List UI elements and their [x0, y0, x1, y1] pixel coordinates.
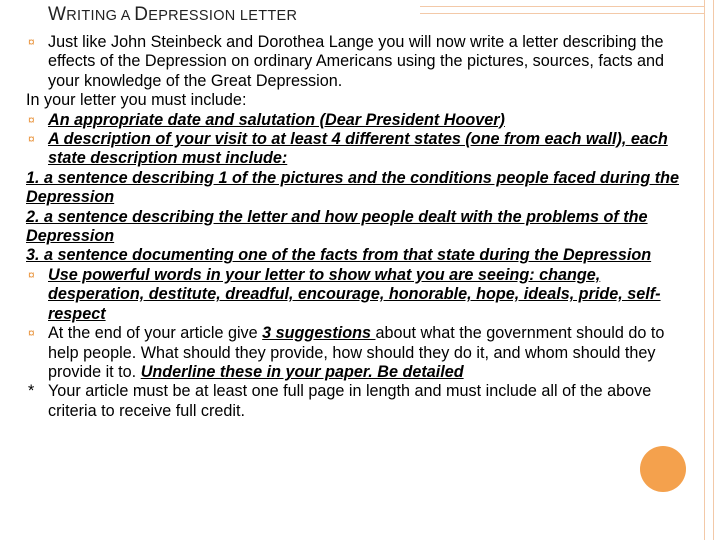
sub-req-3: 3. a sentence documenting one of the facts from that state during the Depression: [26, 246, 652, 265]
req-4-text-b: about what the government should do to help people. What should they provide, how should they do it, and whom should they provide it to.: [48, 324, 665, 381]
footnote-text: Your article must be at least one full page in length and must include all of the above criteria to receive full credit.: [48, 382, 652, 420]
bullet-req-3: [26, 266, 690, 324]
title-cap-w: W: [48, 4, 67, 25]
req-4-emphasis-2: Underline these in your paper. Be detailed: [140, 362, 464, 381]
req-4-emphasis: 3 suggestions: [262, 324, 376, 343]
include-label: In your letter you must include:: [26, 91, 247, 110]
footnote-marker: *: [28, 382, 35, 401]
title-rest-2: EPRESSION LETTER: [148, 8, 298, 24]
sub-req-1: 1. a sentence describing 1 of the pictures and the conditions people faced during the Depression: [26, 168, 680, 207]
req-1-text: An appropriate date and salutation (Dear President Hoover): [48, 110, 505, 129]
decorative-circle: [640, 446, 686, 492]
slide-title: [48, 4, 297, 26]
req-4-text-a: At the end of your article give: [48, 324, 263, 343]
bullet-req-4: [26, 324, 690, 382]
req-2-text: A description of your visit to at least 4 different states (one from each wall), each state description must include:: [48, 130, 668, 168]
bullet-icon: ¤: [28, 326, 35, 341]
footnote: [26, 382, 690, 421]
sub-req-2: 2. a sentence describing the letter and how people dealt with the problems of the Depression: [26, 207, 648, 246]
bullet-intro: [26, 33, 690, 91]
bullet-req-2: [26, 130, 690, 169]
frame-top-border: [420, 6, 714, 14]
title-cap-d: D: [134, 4, 149, 25]
bullet-req-1: [26, 111, 690, 130]
req-3-text: Use powerful words in your letter to show what you are seeing: change, desperation, destitute, dreadful, encourage, honorable, hope, ideals, pride, self-respect: [48, 265, 661, 323]
bullet-icon: ¤: [28, 267, 35, 282]
title-rest-1: RITING A: [66, 8, 135, 24]
frame-right-border: [704, 0, 714, 540]
bullet-icon: ¤: [28, 112, 35, 127]
bullet-icon: ¤: [28, 132, 35, 147]
bullet-icon: ¤: [28, 35, 35, 49]
intro-text: Just like John Steinbeck and Dorothea Lange you will now write a letter describing the effects of the Depression on ordinary Americans using the pictures, sources, facts and your knowledge of the Great Depression.: [48, 33, 665, 90]
slide-body: [26, 33, 690, 421]
